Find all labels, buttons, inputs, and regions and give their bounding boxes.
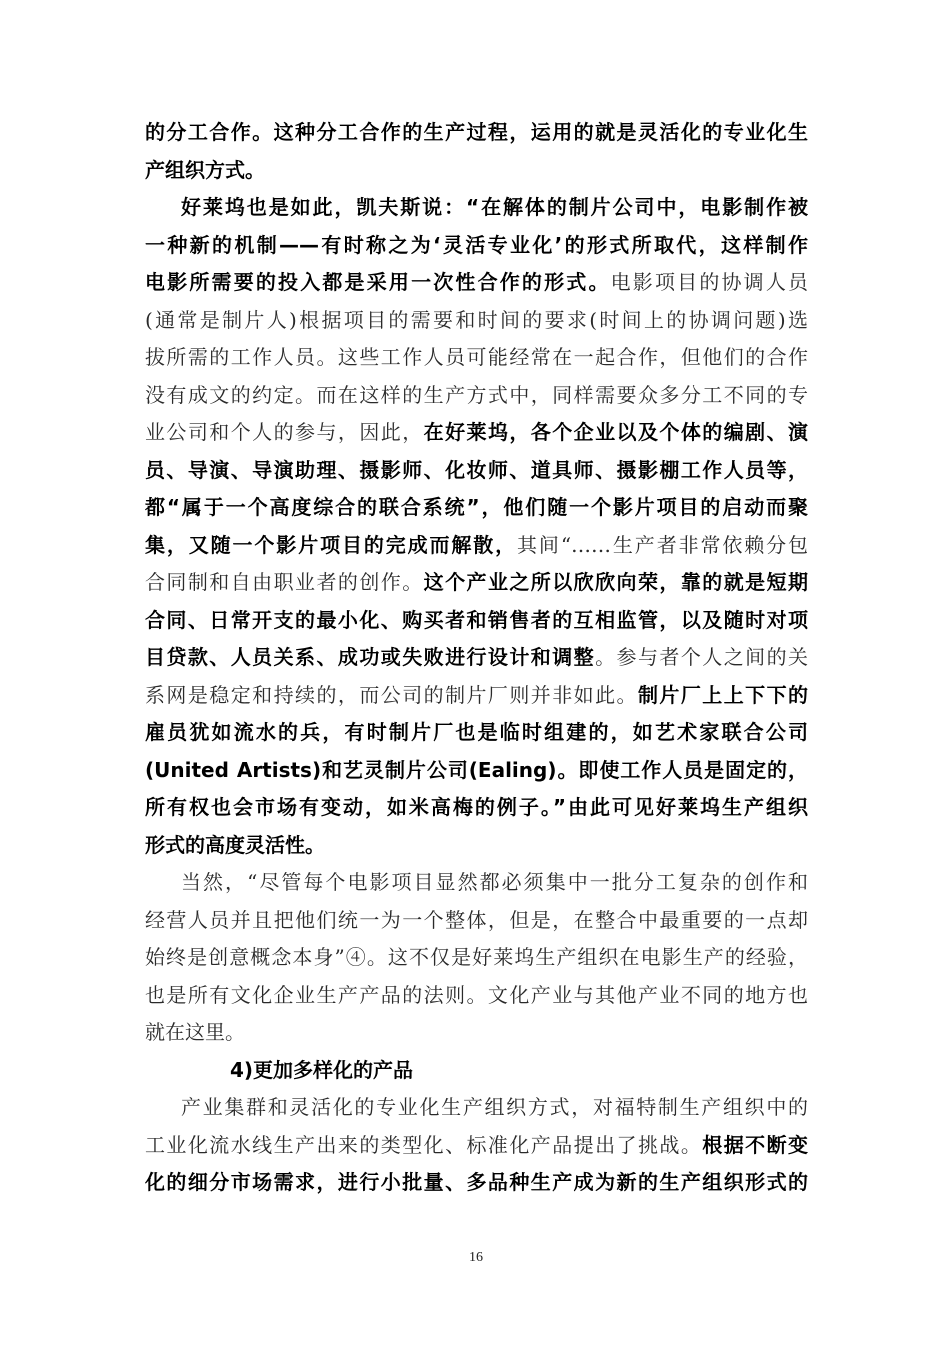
bold-text: 目贷款、人员关系、成功或失败进行设计和调整 [145,645,596,669]
bold-text: 根据不断变 [702,1132,808,1157]
text-line [145,452,808,490]
regular-text: 电影项目的协调人员 [610,270,808,294]
text-line [145,489,808,527]
text-line [145,602,808,640]
text-line [145,1127,808,1165]
bold-text: 合同、日常开支的最小化、购买者和销售者的互相监管，以及随时对项 [145,607,808,632]
text-line [145,789,808,827]
bold-text: 产组织方式。 [145,157,265,182]
bold-text: 的分工合作。这种分工合作的生产过程，运用的就是灵活化的专业化生 [145,120,808,144]
regular-text: 没有成文的约定。而在这样的生产方式中，同样需要众多分工不同的专 [145,382,808,407]
bold-text: 形式的高度灵活性。 [145,832,325,857]
regular-text: 始终是创意概念本身”④。这不仅是好莱坞生产组织在电影生产的经验， [145,945,808,969]
heading-text: 4)更加多样化的产品 [230,1057,414,1082]
body-text [145,114,808,1202]
text-line [145,377,808,415]
page-number: 16 [469,1250,483,1265]
text-line [145,864,808,902]
text-line [145,1089,808,1127]
text-line [145,189,808,227]
bold-text: 集，又随一个影片项目的完成而解散， [145,532,518,557]
regular-text: 就在这里。 [145,1020,245,1044]
text-line [145,714,808,752]
regular-text: 系网是稳定和持续的，而公司的制片厂则并非如此。 [145,682,638,707]
text-line [145,527,808,565]
text-line [145,977,808,1015]
regular-text: 业公司和个人的参与，因此， [145,420,424,444]
bold-text: (United Artists)和艺灵制片公司(Ealing)。即使工作人员是固定的， [145,757,808,782]
text-line [145,264,808,302]
text-line [145,902,808,940]
regular-text: 拔所需的工作人员。这些工作人员可能经常在一起合作，但他们的合作 [145,345,808,369]
bold-text: 所有权也会市场有变动，如米高梅的例子。”由此可见好莱坞生产组织 [145,795,808,819]
bold-text: 都“属于一个高度综合的联合系统”，他们随一个影片项目的启动而聚 [145,495,808,519]
text-line [145,639,808,677]
text-line [145,1014,808,1052]
bold-text: 在好莱坞，各个企业以及个体的编剧、演 [423,420,808,444]
bold-text: 好莱坞也是如此，凯夫斯说：“在解体的制片公司中，电影制作被 [181,195,808,219]
bold-text: 这个产业之所以欣欣向荣，靠的就是短期 [423,570,808,594]
text-line [145,752,808,790]
regular-text: 也是所有文化企业生产产品的法则。文化产业与其他产业不同的地方也 [145,982,808,1007]
text-line [145,1164,808,1202]
regular-text: (通常是制片人)根据项目的需要和时间的要求(时间上的协调问题)选 [145,307,808,332]
regular-text: 经营人员并且把他们统一为一个整体，但是，在整合中最重要的一点却 [145,907,808,932]
regular-text: 合同制和自由职业者的创作。 [145,570,424,594]
text-line [145,114,808,152]
regular-text: 工业化流水线生产出来的类型化、标准化产品提出了挑战。 [145,1132,703,1157]
text-line [145,677,808,715]
text-line [145,939,808,977]
regular-text: 当然，“尽管每个电影项目显然都必须集中一批分工复杂的创作和 [181,870,808,894]
text-line [145,827,808,865]
text-line [145,302,808,340]
section-heading [145,1052,808,1090]
text-line [145,227,808,265]
text-line [145,339,808,377]
bold-text: 员、导演、导演助理、摄影师、化妆师、道具师、摄影棚工作人员等， [145,457,808,482]
text-line [145,152,808,190]
bold-text: 雇员犹如流水的兵，有时制片厂也是临时组建的，如艺术家联合公司 [145,720,808,744]
bold-text: 制片厂上上下下的 [637,682,808,707]
regular-text: 其间“……生产者非常依赖分包 [517,532,808,557]
regular-text: 产业集群和灵活化的专业化生产组织方式，对福特制生产组织中的 [181,1095,808,1119]
bold-text: 电影所需要的投入都是采用一次性合作的形式。 [145,270,611,294]
bold-text: 一种新的机制——有时称之为‘灵活专业化’的形式所取代，这样制作 [145,232,808,257]
text-line [145,564,808,602]
regular-text: 。参与者个人之间的关 [595,645,808,669]
text-line [145,414,808,452]
bold-text: 化的细分市场需求，进行小批量、多品种生产成为新的生产组织形式的 [145,1170,808,1194]
